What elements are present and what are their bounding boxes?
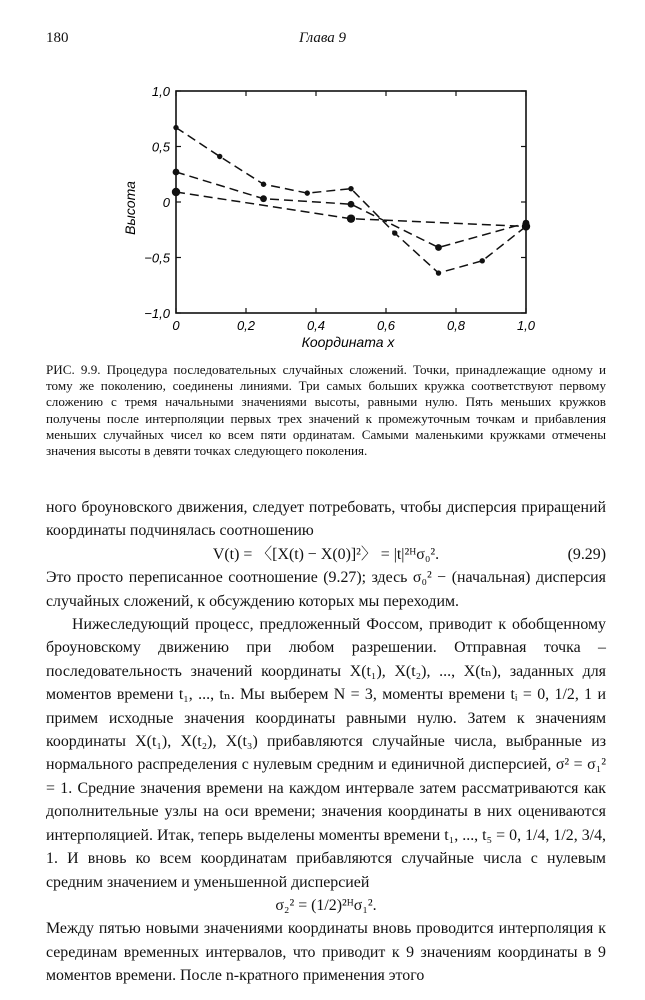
series-2-point (173, 169, 180, 176)
series-3-point (348, 186, 353, 191)
equation-variance-body: σ₂² = (1/2)²ᴴσ₁². (275, 896, 377, 914)
paragraph-2: Это просто переписанное соотношение (9.27); здесь σ₀² − (начальная) дисперсия случайных сложений, к обсуждению которых мы переходим. (46, 569, 606, 610)
series-3-point (523, 224, 528, 229)
figure-caption: РИС. 9.9. Процедура последовательных случайных сложений. Точки, принадлежащие одному и тому же поколению, соединены линиями. Три самых больших кружка соответствуют первому сложению с тремя начальными значениями высоты, равными нулю. Пять меньших кружков получены после интерполяции первых трех значений к промежуточным точкам и прибавления меньших случайных чисел ко всем пяти ординатам. Самыми маленькими кружками отмечены значения высоты в девяти точках следующего поколения. (46, 362, 606, 459)
series-3-point (392, 230, 397, 235)
x-tick-label: 0,6 (376, 318, 396, 333)
series-2-point (348, 201, 355, 208)
page-number: 180 (46, 30, 69, 46)
series-3-point (305, 190, 310, 195)
equation-9-29 (46, 543, 606, 566)
chapter-title: Глава 9 (298, 30, 347, 46)
paragraph-3: Нижеследующий процесс, предложенный Фоссом, приводит к обобщенному броуновскому движению при любом разрешении. Отправная точка – последовательность значений координаты X(t₁), X(t₂), ..., X(tₙ), заданных для моментов времени t₁, ..., tₙ. Мы выберем N = 3, моменты времени tᵢ = 0, 1/2, 1 и примем исходные значения координаты равными нулю. Затем к значениям координаты X(t₁), X(t₂), X(t₃) прибавляются случайные числа, выбранные из нормального распределения с нулевым средним и единичной дисперсией, σ² = σ₁² = 1. Средние значения времени на каждом интервале затем рассматриваются как дополнительные узлы на оси времени; значения координаты в них оцениваются интерполяцией. Итак, теперь выделены моменты времени t₁, ..., t₅ = 0, 1/4, 1/2, 3/4, 1. И вновь ко всем координатам прибавляются случайные числа с нулевым средним значением и уменьшенной дисперсией (46, 616, 606, 891)
x-tick-label: 0,8 (446, 318, 466, 333)
chart-series (172, 125, 530, 276)
y-tick-label: 0,5 (151, 139, 170, 155)
series-1-point (172, 188, 180, 196)
series-2-point (435, 244, 442, 251)
y-tick-label: 0 (162, 195, 170, 210)
y-tick-label: −1,0 (144, 306, 170, 321)
equation-number: (9.29) (567, 545, 606, 563)
figure-9-9-chart (0, 0, 645, 360)
x-tick-label: 0,2 (236, 318, 256, 333)
y-tick-label: 1,0 (151, 84, 170, 99)
series-2-point (260, 195, 267, 202)
x-tick-label: 0 (172, 318, 180, 333)
paragraph-1: ного броуновского движения, следует потребовать, чтобы дисперсия приращений координаты подчинялась соотношению (46, 499, 606, 540)
series-1-point (347, 214, 355, 222)
y-tick-label: −0,5 (144, 250, 170, 266)
x-axis-label: Координата x (301, 334, 395, 350)
series-3-point (480, 258, 485, 263)
x-tick-label: 1,0 (516, 318, 536, 333)
equation-9-29-body: V(t) = 〈[X(t) − X(0)]²〉 = |t|²ᴴσ₀². (212, 545, 440, 563)
series-3-point (173, 125, 178, 130)
series-line-3 (176, 128, 526, 273)
x-tick-label: 0,4 (306, 318, 326, 333)
y-axis-label: Высота (122, 181, 138, 235)
series-3-point (436, 270, 441, 275)
body-text (46, 496, 606, 988)
series-3-point (217, 154, 222, 159)
chart-axes (144, 84, 535, 333)
series-3-point (261, 182, 266, 187)
paragraph-4: Между пятью новыми значениями координаты вновь проводится интерполяция к серединам временных интервалов, что приводит к 9 значениям координаты в 9 моментов времени. После n-кратного применения этого (46, 920, 606, 985)
equation-variance (46, 894, 606, 917)
series-line-2 (176, 172, 526, 248)
